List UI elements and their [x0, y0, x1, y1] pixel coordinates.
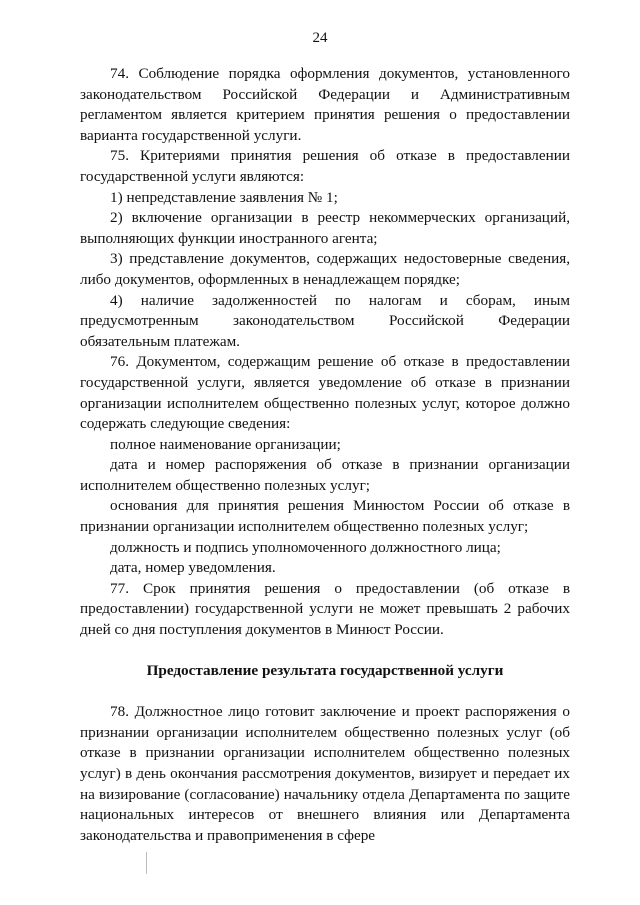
page-number: 24	[312, 30, 328, 46]
paragraph-78: 78. Должностное лицо готовит заключение и проект распоряжения о признании организации исполнителем общественно полезных услуг (об отказе в признании организации исполнителем общественно полезных услуг) в день окончания рассмотрения документов, визирует и передает их на визирование (согласование) начальнику отдела Департамента по защите национальных интересов от внешнего влияния или Департамента законодательства и правоприменения в сфере	[80, 703, 570, 844]
info-item-signature: должность и подпись уполномоченного должностного лица;	[110, 538, 501, 556]
paragraph-77: 77. Срок принятия решения о предоставлении (об отказе в предоставлении) государственной услуги не может превышать 2 рабочих дней со дня поступления документов в Минюст России.	[80, 579, 570, 639]
paragraph-74: 74. Соблюдение порядка оформления документов, установленного законодательством Российской Федерации и Административным регламентом является критерием принятия решения о предоставлении варианта государственной услуги.	[80, 65, 570, 144]
document-body	[80, 64, 570, 846]
info-item-order: дата и номер распоряжения об отказе в признании организации исполнителем общественно полезных услуг;	[80, 456, 570, 494]
info-item-name: полное наименование организации;	[110, 435, 341, 453]
paragraph-75: 75. Критериями принятия решения об отказе в предоставлении государственной услуги являются:	[80, 147, 570, 185]
paragraph-76: 76. Документом, содержащим решение об отказе в предоставлении государственной услуги, является уведомление об отказе в признании организации исполнителем общественно полезных услуг, которое должно содержать следующие сведения:	[80, 353, 570, 433]
info-item-grounds: основания для принятия решения Минюстом России об отказе в признании организации исполнителем общественно полезных услуг;	[80, 497, 570, 536]
criterion-4: 4) наличие задолженностей по налогам и сборам, иным предусмотренным законодательством Российской Федерации обязательным платежам.	[80, 291, 570, 350]
criterion-1: 1) непредставление заявления № 1;	[110, 188, 338, 206]
criterion-2: 2) включение организации в реестр некоммерческих организаций, выполняющих функции иностранного агента;	[80, 209, 570, 247]
info-item-date: дата, номер уведомления.	[110, 559, 276, 577]
criterion-3: 3) представление документов, содержащих недостоверные сведения, либо документов, оформленных в ненадлежащем порядке;	[80, 250, 570, 288]
section-heading: Предоставление результата государственной услуги	[146, 661, 504, 679]
scan-artifact	[146, 852, 147, 874]
